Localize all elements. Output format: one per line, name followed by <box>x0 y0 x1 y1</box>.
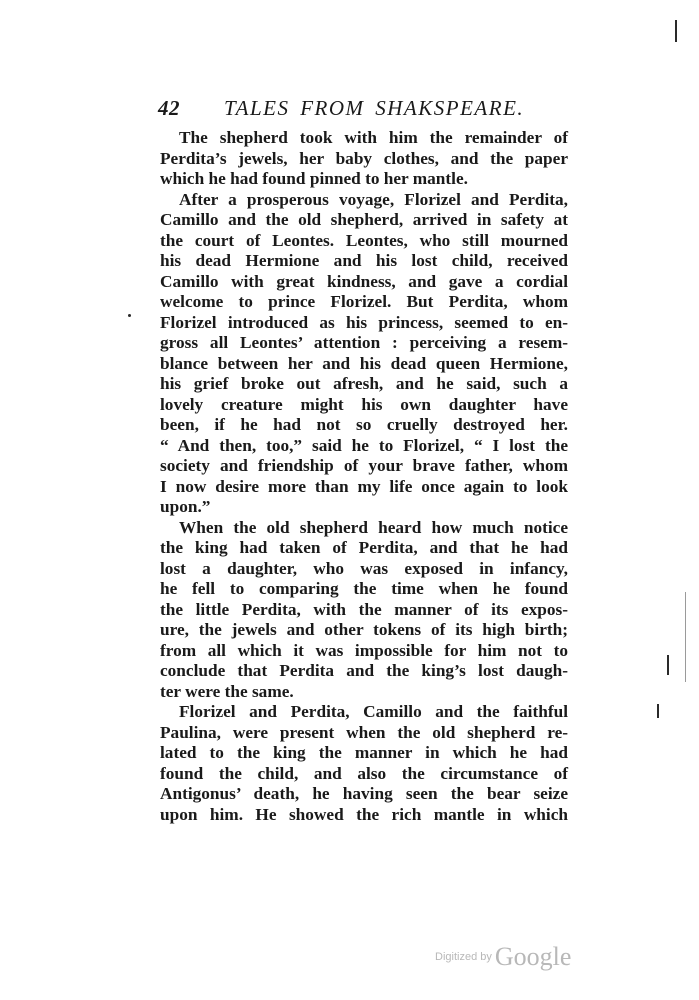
text-line: ter were the same. <box>160 681 294 701</box>
text-line: When the old shepherd heard how much notice <box>179 517 568 537</box>
text-line: lost a daughter, who was exposed in infancy, <box>160 558 568 578</box>
page-header <box>158 96 568 126</box>
text-line: from all which it was impossible for him not to <box>160 640 568 660</box>
text-line: been, if he had not so cruelly destroyed her. <box>160 415 568 434</box>
digitization-watermark <box>435 942 595 978</box>
text-line: After a prosperous voyage, Florizel and Perdita, <box>179 189 568 209</box>
text-line: Camillo with great kindness, and gave a cordial <box>160 271 568 291</box>
text-line: ure, the jewels and other tokens of its high birth; <box>160 620 568 639</box>
page-number: 42 <box>158 96 180 120</box>
text-line: “ And then, too,” said he to Florizel, “ I lost the <box>160 435 568 455</box>
text-line: his grief broke out afresh, and he said, such a <box>160 374 568 393</box>
text-line: Paulina, were present when the old shepherd re- <box>160 722 568 742</box>
text-line: upon him. He showed the rich mantle in which <box>160 804 568 824</box>
text-line: the king had taken of Perdita, and that he had <box>160 538 568 557</box>
text-line: upon.” <box>160 497 211 516</box>
text-line: he fell to comparing the time when he found <box>160 579 568 598</box>
text-line: Camillo and the old shepherd, arrived in safety at <box>160 210 568 229</box>
text-line: found the child, and also the circumstance of <box>160 763 568 783</box>
text-line: lovely creature might his own daughter have <box>160 394 568 414</box>
scan-edge-mark <box>667 655 669 675</box>
text-line: Antigonus’ death, he having seen the bear seize <box>160 784 568 803</box>
text-line: gross all Leontes’ attention : perceiving a resem- <box>160 333 568 352</box>
text-line: the little Perdita, with the manner of its expos- <box>160 599 568 619</box>
text-line: which he had found pinned to her mantle. <box>160 169 468 188</box>
watermark-prefix: Digitized by <box>435 951 492 963</box>
text-line: blance between her and his dead queen Hermione, <box>160 353 568 373</box>
body-text <box>160 128 568 825</box>
text-line: the court of Leontes. Leontes, who still mourned <box>160 230 568 250</box>
text-line: his dead Hermione and his lost child, received <box>160 251 568 270</box>
text-line: conclude that Perdita and the king’s lost daugh- <box>160 661 568 680</box>
text-line: Florizel introduced as his princess, seemed to en- <box>160 312 568 332</box>
text-line: Perdita’s jewels, her baby clothes, and the paper <box>160 148 568 168</box>
text-line: society and friendship of your brave father, whom <box>160 456 568 475</box>
text-line: The shepherd took with him the remainder of <box>179 128 568 147</box>
text-line: lated to the king the manner in which he had <box>160 743 568 762</box>
scan-edge-mark <box>685 592 686 682</box>
scan-edge-mark <box>675 20 677 42</box>
google-logo: Google <box>494 942 572 971</box>
text-line: Florizel and Perdita, Camillo and the faithful <box>179 702 568 721</box>
scan-speck <box>128 314 131 317</box>
scan-edge-mark <box>657 704 659 718</box>
running-title: TALES FROM SHAKSPEARE. <box>224 96 525 120</box>
text-line: welcome to prince Florizel. But Perdita, whom <box>160 292 568 311</box>
text-line: I now desire more than my life once again to look <box>160 476 568 496</box>
